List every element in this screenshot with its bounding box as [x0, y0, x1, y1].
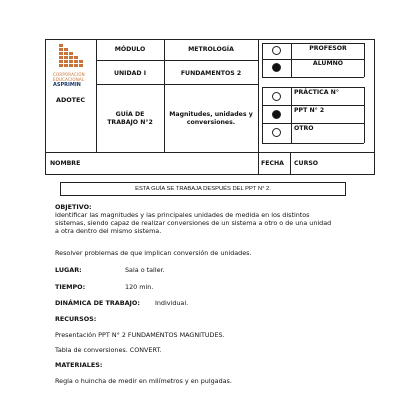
nombre-label: NOMBRE: [50, 160, 81, 167]
unidad-value: FUNDAMENTOS 2: [180, 70, 242, 77]
option-practica-label: PRÁCTICA N°: [294, 89, 339, 96]
lugar-label: LUGAR:: [55, 266, 82, 274]
option-profesor-radio[interactable]: [272, 46, 281, 55]
materiales-label: MATERIALES:: [55, 361, 103, 369]
logo: [50, 42, 94, 90]
option-alumno-label: ALUMNO: [312, 60, 344, 67]
dinamica-value: Individual.: [155, 299, 189, 307]
recursos-line-1: Presentación PPT N° 2 FUNDAMENTOS MAGNITUDES.: [55, 331, 225, 339]
objetivo-line-1: Identificar las magnitudes y las principales unidades de medida en los distintos: [55, 211, 310, 219]
notice-box: [60, 182, 346, 196]
option-otro-label: OTRO: [294, 125, 314, 132]
option-alumno-radio[interactable]: [272, 63, 281, 72]
modulo-value: METROLOGÍA: [188, 46, 234, 53]
modulo-label: MÓDULO: [114, 46, 146, 53]
logo-org-line2: EDUCACIONAL: [53, 77, 85, 82]
option-ppt-label: PPT N° 2: [294, 107, 325, 114]
recursos-label: RECURSOS:: [55, 315, 97, 323]
option-profesor-label: PROFESOR: [309, 45, 347, 52]
recursos-line-2: Tabla de conversiones. CONVERT.: [55, 346, 162, 354]
nombre-field[interactable]: [90, 154, 256, 172]
logo-org-line1: CORPORACIÓN: [53, 72, 85, 77]
objetivo-line-3: a otra dentro del mismo sistema.: [55, 227, 162, 235]
logo-pyramid-icon: [50, 42, 94, 72]
resolver-line: Resolver problemas de que implican conversión de unidades.: [55, 249, 252, 257]
logo-brand: ASPRIMIN: [53, 82, 81, 88]
option-otro-radio[interactable]: [272, 128, 281, 137]
objetivo-line-2: sistemas, siendo capaz de realizar conversiones de un sistema a otro o de una unidad: [55, 219, 332, 227]
guia-label: GUÍA DE TRABAJO N°2: [107, 111, 153, 126]
tiempo-label: TIEMPO:: [55, 283, 86, 291]
tiempo-value: 120 min.: [125, 283, 154, 291]
unidad-label: UNIDAD I: [113, 70, 147, 77]
materiales-line-1: Regla o huincha de medir en milímetros y en pulgadas.: [55, 377, 232, 385]
lugar-value: Sala o taller.: [125, 266, 165, 274]
dinamica-label: DINÁMICA DE TRABAJO:: [55, 299, 140, 307]
objetivo-label: OBJETIVO:: [55, 203, 92, 211]
guia-value: Magnitudes, unidades y conversiones.: [169, 111, 253, 126]
notice-text: ESTA GUÍA SE TRABAJA DESPUÉS DEL PPT N° 2.: [135, 186, 271, 192]
org-name: ADOTEC: [56, 96, 86, 104]
curso-label: CURSO: [294, 160, 319, 167]
option-ppt-radio[interactable]: [272, 110, 281, 119]
fecha-label: FECHA: [261, 160, 284, 167]
option-practica-radio[interactable]: [272, 92, 281, 101]
